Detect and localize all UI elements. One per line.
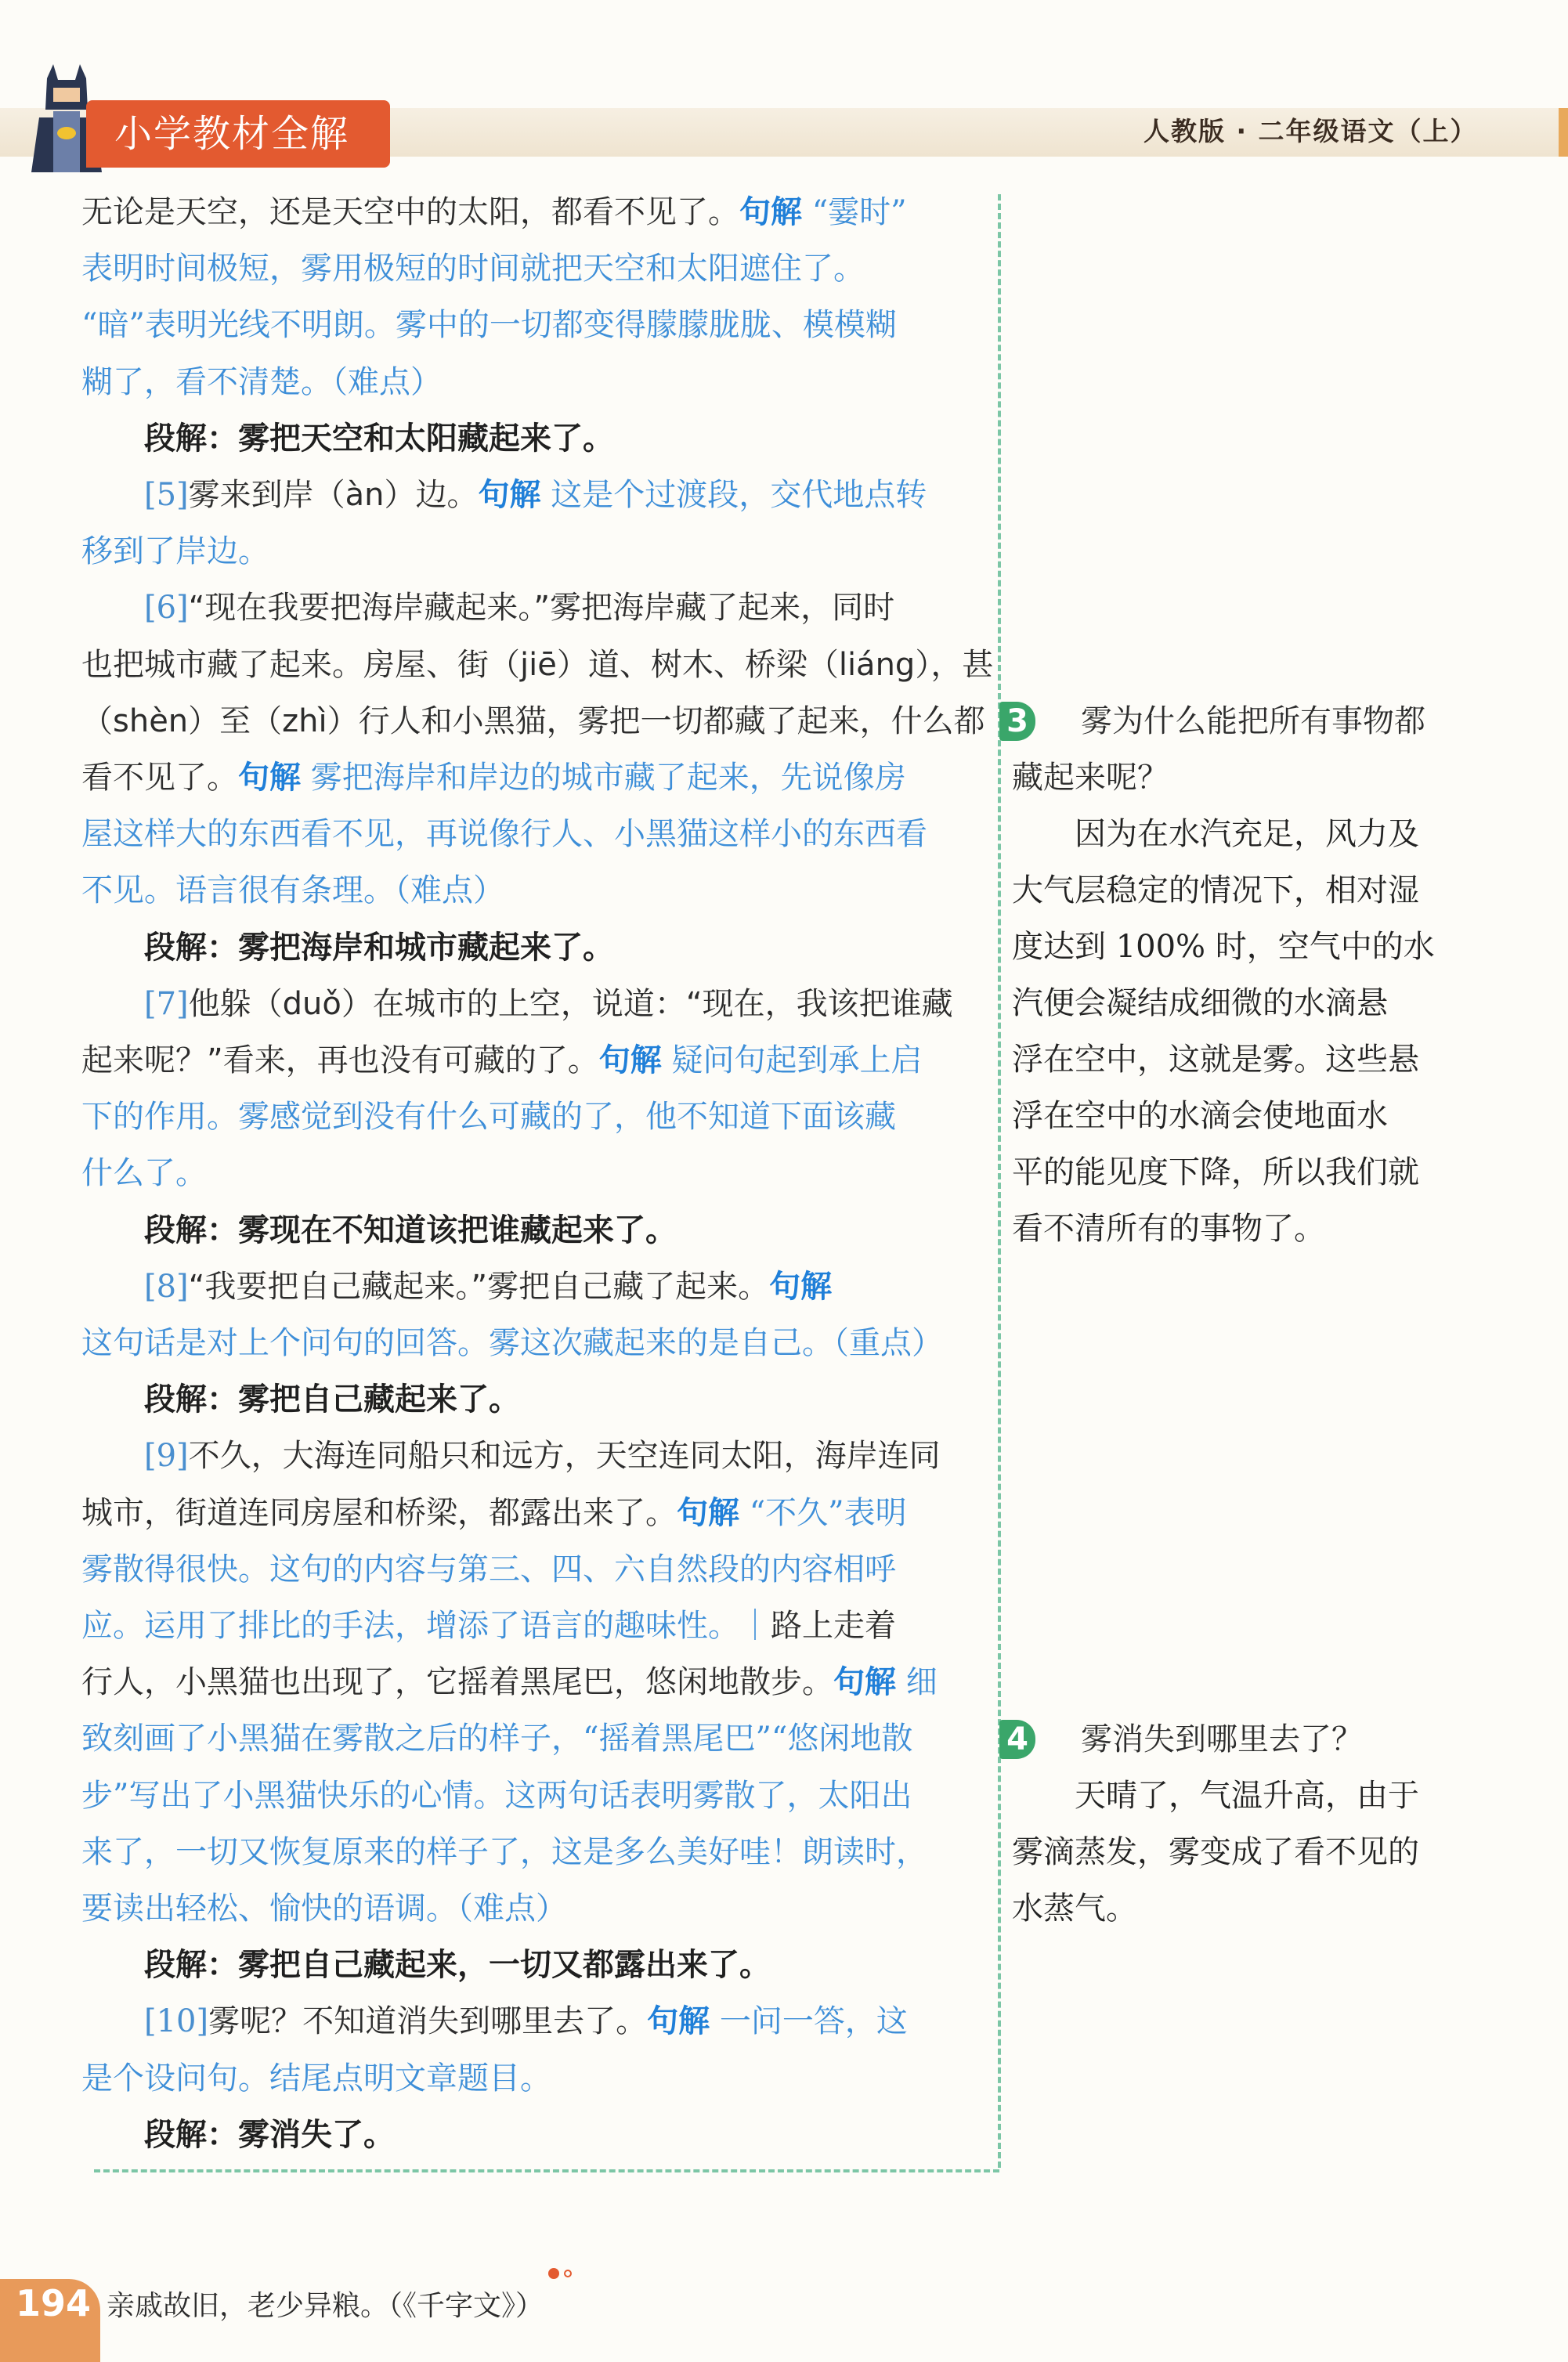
side-answer: 浮在空中，这就是雾。这些悬 [1012, 1042, 1419, 1078]
sentence-analysis-label: 句解 [739, 194, 802, 230]
page-number: 194 [16, 2282, 92, 2324]
text-segment: 雾散得很快。这句的内容与第三、四、六自然段的内容相呼 [81, 1551, 896, 1587]
sentence-analysis-label: 句解 [833, 1664, 896, 1701]
text-line [81, 1997, 990, 2046]
paragraph-number: [5] [144, 477, 189, 513]
text-segment: 什么了。 [81, 1155, 207, 1192]
paragraph-number: [10] [144, 2003, 209, 2040]
side-answer: 汽便会凝结成细微的水滴悬 [1012, 985, 1388, 1021]
text-line [81, 1772, 990, 1820]
text-segment: 疑问句起到承上启 [661, 1042, 923, 1078]
side-question: 雾为什么能把所有事物都 [1081, 703, 1425, 739]
text-segment: 致刻画了小黑猫在雾散之后的样子，“摇着黑尾巴”“悠闲地散 [81, 1721, 913, 1757]
sentence-analysis-label: 句解 [677, 1494, 739, 1531]
paragraph-summary: 段解：雾现在不知道该把谁藏起来了。 [81, 1212, 677, 1248]
text-segment: “暗”表明光线不明朗。雾中的一切都变得朦朦胧胧、模模糊 [81, 307, 897, 344]
side-answer: 因为在水汽充足，风力及 [1012, 816, 1419, 852]
question-badge: 4 [999, 1720, 1035, 1759]
text-segment: 雾来到岸（àn）边。 [188, 477, 479, 513]
text-line [81, 527, 990, 576]
paragraph-summary: 段解：雾把天空和太阳藏起来了。 [81, 420, 614, 457]
paragraph-number: [7] [144, 985, 189, 1022]
paragraph-number: [9] [144, 1438, 189, 1475]
text-segment: “霎时” [802, 194, 907, 230]
text-segment: 这是个过渡段，交代地点转 [540, 477, 927, 513]
sentence-analysis-label: 句解 [647, 2003, 710, 2040]
text-line [81, 1206, 990, 1255]
side-answer: 水蒸气。 [1012, 1891, 1137, 1927]
text-segment: 屋这样大的东西看不见，再说像行人、小黑猫这样小的东西看 [81, 816, 927, 853]
text-line [81, 414, 990, 463]
text-segment: 这句话是对上个问句的回答。雾这次藏起来的是自己。（重点） [81, 1325, 943, 1361]
text-segment: 下的作用。雾感觉到没有什么可藏的了，他不知道下面该藏 [81, 1099, 896, 1136]
side-answer: 看不清所有的事物了。 [1012, 1211, 1325, 1247]
text-segment: 雾把海岸和岸边的城市藏了起来，先说像房 [301, 760, 906, 796]
text-line [81, 1828, 990, 1876]
text-line [81, 1262, 990, 1311]
text-segment: 细 [896, 1664, 938, 1701]
decor-dot [548, 2268, 559, 2279]
text-segment: 雾呢？不知道消失到哪里去了。 [208, 2003, 648, 2040]
paragraph-summary: 段解：雾把自己藏起来了。 [81, 1381, 520, 1418]
text-segment: 应。运用了排比的手法，增添了语言的趣味性。 [81, 1608, 739, 1644]
text-line [81, 1489, 990, 1537]
text-line [81, 641, 994, 689]
column-divider [998, 194, 1001, 2168]
text-segment [81, 590, 144, 626]
bottom-divider [94, 2169, 999, 2172]
text-segment: 一问一答，这 [710, 2003, 908, 2040]
text-segment: 无论是天空，还是天空中的太阳，都看不见了。 [81, 194, 739, 230]
text-line [81, 753, 990, 802]
text-segment: （shèn）至（zhì）行人和小黑猫，雾把一切都藏了起来，什么都 [81, 702, 985, 739]
text-line [81, 980, 990, 1028]
text-segment [81, 986, 144, 1022]
sentence-analysis-label: 句解 [478, 477, 541, 513]
text-line [81, 1319, 990, 1367]
header-accent [1559, 108, 1568, 157]
sentence-analysis-label: 句解 [238, 760, 301, 796]
text-line [81, 188, 990, 237]
text-line [81, 471, 990, 519]
text-line [81, 1545, 990, 1594]
text-segment: 起来呢？”看来，再也没有可藏的了。 [81, 1042, 599, 1078]
text-segment [81, 2003, 144, 2039]
text-line [81, 2111, 990, 2159]
text-segment [81, 1438, 144, 1474]
text-segment: “我要把自己藏起来。”雾把自己藏了起来。 [188, 1268, 770, 1305]
text-line [81, 1149, 990, 1197]
text-segment: ｜ [739, 1608, 771, 1644]
text-line [81, 1432, 990, 1480]
text-segment: 移到了岸边。 [81, 533, 269, 570]
text-segment [81, 1269, 144, 1305]
text-segment: 行人，小黑猫也出现了，它摇着黑尾巴，悠闲地散步。 [81, 1664, 833, 1701]
text-segment [81, 477, 144, 513]
text-line [81, 2054, 990, 2103]
paragraph-summary: 段解：雾把海岸和城市藏起来了。 [81, 929, 614, 966]
text-segment: 他躲（duǒ）在城市的上空，说道：“现在，我该把谁藏 [188, 985, 953, 1022]
paragraph-summary: 段解：雾把自己藏起来，一切又都露出来了。 [81, 1947, 771, 1984]
paragraph-summary: 段解：雾消失了。 [81, 2116, 395, 2153]
text-line [81, 810, 990, 858]
text-segment: 也把城市藏了起来。房屋、街（jiē）道、树木、桥梁（liáng），甚 [81, 646, 994, 683]
text-line [81, 1658, 990, 1706]
text-segment: 步”写出了小黑猫快乐的心情。这两句话表明雾散了，太阳出 [81, 1777, 912, 1814]
text-line [81, 866, 990, 915]
text-segment: 是个设问句。结尾点明文章题目。 [81, 2060, 551, 2097]
edition-label: 人教版 · 二年级语文（上） [1143, 116, 1478, 146]
text-line [81, 1941, 990, 1989]
sentence-analysis-label: 句解 [598, 1042, 662, 1078]
text-line [81, 583, 990, 632]
side-answer: 雾滴蒸发，雾变成了看不见的 [1012, 1834, 1419, 1870]
text-line [81, 1375, 990, 1424]
text-line [81, 244, 990, 293]
sentence-analysis-label: 句解 [769, 1268, 833, 1305]
side-question: 雾消失到哪里去了？ [1081, 1721, 1363, 1757]
question-badge: 3 [999, 702, 1035, 741]
side-question: 藏起来呢？ [1012, 760, 1169, 796]
series-title: 小学教材全解 [86, 100, 390, 168]
text-line [81, 697, 990, 746]
text-line [81, 1714, 990, 1763]
text-line [81, 1093, 990, 1141]
text-segment: 要读出轻松、愉快的语调。（难点） [81, 1891, 567, 1927]
text-segment: “现在我要把海岸藏起来。”雾把海岸藏了起来，同时 [188, 590, 895, 627]
paragraph-number: [6] [144, 590, 189, 627]
decor-ring [564, 2270, 572, 2277]
text-line [81, 358, 990, 406]
text-segment: “不久”表明 [739, 1494, 907, 1531]
text-segment: 城市，街道连同房屋和桥梁，都露出来了。 [81, 1494, 677, 1531]
paragraph-number: [8] [144, 1268, 189, 1305]
side-answer: 度达到 100% 时，空气中的水 [1012, 929, 1435, 965]
text-segment: 来了，一切又恢复原来的样子了，这是多么美好哇！朗读时， [81, 1833, 927, 1870]
text-segment: 表明时间极短，雾用极短的时间就把天空和太阳遮住了。 [81, 251, 865, 287]
footer-quote: 亲戚故旧，老少异粮。（《千字文》） [107, 2290, 544, 2322]
side-answer: 天晴了，气温升高，由于 [1012, 1778, 1419, 1814]
side-answer: 浮在空中的水滴会使地面水 [1012, 1098, 1388, 1134]
side-answer: 大气层稳定的情况下，相对湿 [1012, 872, 1419, 908]
text-segment: 不见。语言很有条理。（难点） [81, 872, 504, 909]
text-line [81, 923, 990, 972]
text-segment: 看不见了。 [81, 760, 238, 796]
side-answer: 平的能见度下降，所以我们就 [1012, 1154, 1419, 1190]
text-segment: 糊了，看不清楚。（难点） [81, 363, 442, 400]
text-segment: 路上走着 [771, 1608, 896, 1644]
text-line [81, 301, 990, 349]
text-line [81, 1602, 990, 1650]
text-line [81, 1036, 990, 1085]
text-segment: 不久，大海连同船只和远方，天空连同太阳，海岸连同 [188, 1438, 941, 1475]
text-line [81, 1884, 990, 1933]
